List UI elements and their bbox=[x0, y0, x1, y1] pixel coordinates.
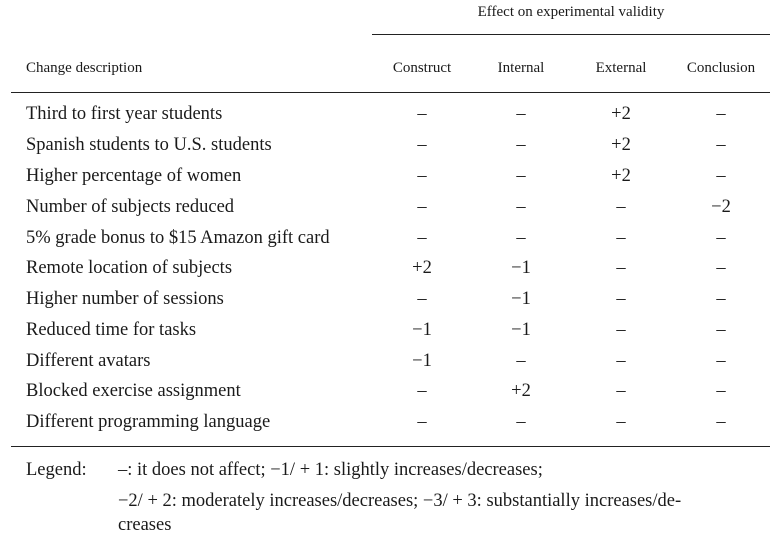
internal-cell: – bbox=[516, 197, 526, 217]
conclusion-cell: – bbox=[716, 166, 726, 186]
external-cell: – bbox=[616, 258, 626, 278]
legend-label: Legend: bbox=[26, 460, 87, 480]
table-row bbox=[0, 228, 776, 259]
construct-cell: −1 bbox=[412, 351, 432, 371]
conclusion-cell: – bbox=[716, 381, 726, 401]
column-header-description: Change description bbox=[26, 60, 143, 76]
external-cell: +2 bbox=[611, 104, 631, 124]
external-cell: – bbox=[616, 351, 626, 371]
row-description: 5% grade bonus to $15 Amazon gift card bbox=[26, 228, 330, 248]
table-row bbox=[0, 320, 776, 351]
table-row bbox=[0, 289, 776, 320]
conclusion-cell: −2 bbox=[711, 197, 731, 217]
table-row bbox=[0, 381, 776, 412]
construct-cell: +2 bbox=[412, 258, 432, 278]
table-row bbox=[0, 412, 776, 443]
legend-line: −2/ + 2: moderately increases/decreases; −3/ + 3: substantially increases/de- bbox=[118, 491, 682, 511]
conclusion-cell: – bbox=[716, 289, 726, 309]
external-cell: – bbox=[616, 412, 626, 432]
table-row bbox=[0, 135, 776, 166]
internal-cell: – bbox=[516, 351, 526, 371]
legend-line: creases bbox=[118, 515, 172, 535]
internal-cell: −1 bbox=[511, 258, 531, 278]
internal-cell: – bbox=[516, 412, 526, 432]
construct-cell: −1 bbox=[412, 320, 432, 340]
conclusion-cell: – bbox=[716, 135, 726, 155]
internal-cell: – bbox=[516, 104, 526, 124]
internal-cell: – bbox=[516, 166, 526, 186]
column-header-external: External bbox=[595, 60, 647, 76]
table-row bbox=[0, 104, 776, 135]
row-description: Higher percentage of women bbox=[26, 166, 242, 186]
external-cell: – bbox=[616, 228, 626, 248]
row-description: Higher number of sessions bbox=[26, 289, 224, 309]
external-cell: – bbox=[616, 381, 626, 401]
external-cell: +2 bbox=[611, 166, 631, 186]
external-cell: – bbox=[616, 197, 626, 217]
table-row bbox=[0, 197, 776, 228]
row-description: Reduced time for tasks bbox=[26, 320, 197, 340]
conclusion-cell: – bbox=[716, 228, 726, 248]
internal-cell: +2 bbox=[511, 381, 531, 401]
conclusion-cell: – bbox=[716, 412, 726, 432]
construct-cell: – bbox=[417, 412, 427, 432]
table-row bbox=[0, 258, 776, 289]
header-rule bbox=[11, 92, 770, 93]
group-rule bbox=[372, 34, 770, 35]
row-description: Different avatars bbox=[26, 351, 151, 371]
internal-cell: −1 bbox=[511, 289, 531, 309]
construct-cell: – bbox=[417, 104, 427, 124]
column-header-conclusion: Conclusion bbox=[686, 60, 756, 76]
group-header: Effect on experimental validity bbox=[477, 4, 665, 20]
column-header-internal: Internal bbox=[497, 60, 545, 76]
table-row bbox=[0, 351, 776, 382]
construct-cell: – bbox=[417, 166, 427, 186]
construct-cell: – bbox=[417, 228, 427, 248]
conclusion-cell: – bbox=[716, 104, 726, 124]
construct-cell: – bbox=[417, 381, 427, 401]
footer-rule bbox=[11, 446, 770, 447]
conclusion-cell: – bbox=[716, 258, 726, 278]
construct-cell: – bbox=[417, 197, 427, 217]
row-description: Remote location of subjects bbox=[26, 258, 233, 278]
construct-cell: – bbox=[417, 135, 427, 155]
row-description: Third to first year students bbox=[26, 104, 223, 124]
internal-cell: – bbox=[516, 135, 526, 155]
row-description: Spanish students to U.S. students bbox=[26, 135, 272, 155]
conclusion-cell: – bbox=[716, 320, 726, 340]
legend-line: –: it does not affect; −1/ + 1: slightly increases/decreases; bbox=[118, 460, 543, 480]
external-cell: – bbox=[616, 320, 626, 340]
row-description: Different programming language bbox=[26, 412, 271, 432]
table-row bbox=[0, 166, 776, 197]
external-cell: +2 bbox=[611, 135, 631, 155]
conclusion-cell: – bbox=[716, 351, 726, 371]
row-description: Number of subjects reduced bbox=[26, 197, 235, 217]
row-description: Blocked exercise assignment bbox=[26, 381, 241, 401]
internal-cell: −1 bbox=[511, 320, 531, 340]
external-cell: – bbox=[616, 289, 626, 309]
construct-cell: – bbox=[417, 289, 427, 309]
column-header-construct: Construct bbox=[392, 60, 452, 76]
internal-cell: – bbox=[516, 228, 526, 248]
